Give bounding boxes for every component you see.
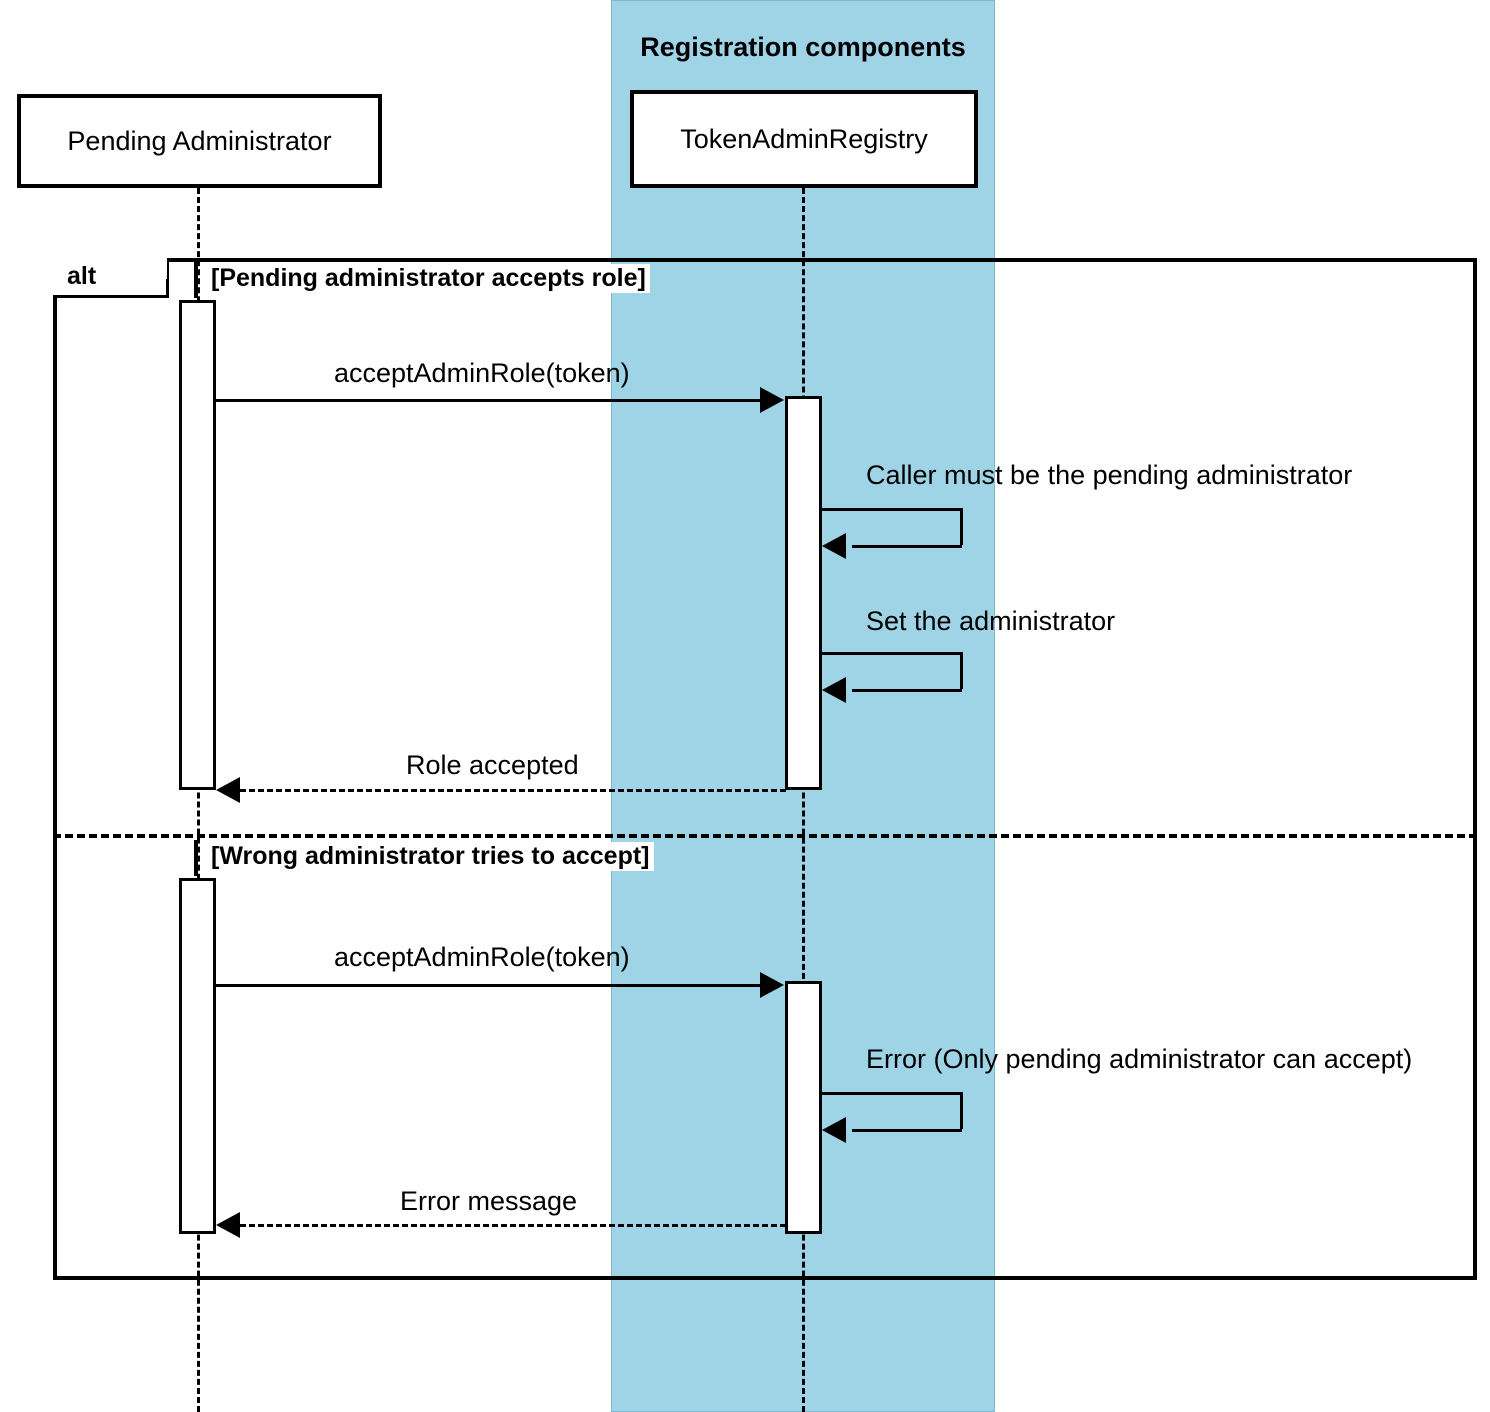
self-message-bottom-error-check: [852, 1129, 962, 1132]
message-label-caller-must-be-pending-admin: Caller must be the pending administrator: [866, 460, 1353, 490]
alt-section-divider: [53, 834, 1477, 838]
self-message-right-set-administrator: [960, 652, 963, 689]
self-message-right-caller-check: [960, 508, 963, 545]
message-arrowhead-error-message: [216, 1212, 240, 1238]
message-label-role-accepted: Role accepted: [406, 750, 579, 780]
message-arrowhead-role-accepted: [216, 777, 240, 803]
activation-token-admin-registry-2: [785, 981, 822, 1234]
activation-token-admin-registry-1: [785, 396, 822, 790]
self-message-right-error-check: [960, 1092, 963, 1129]
combined-fragment-alt-operator: alt: [53, 258, 169, 298]
message-label-accept-admin-role-1: acceptAdminRole(token): [334, 358, 630, 388]
self-message-bottom-caller-check: [852, 545, 962, 548]
activation-pending-administrator-1: [179, 300, 216, 790]
self-message-top-set-administrator: [822, 652, 962, 655]
message-label-error-only-pending-admin: Error (Only pending administrator can accept): [866, 1044, 1413, 1074]
message-label-accept-admin-role-2: acceptAdminRole(token): [334, 942, 630, 972]
message-line-error-message: [240, 1224, 786, 1227]
message-line-role-accepted: [240, 789, 786, 792]
participant-token-admin-registry-label: TokenAdminRegistry: [680, 123, 928, 154]
guard-section-2: [Wrong administrator tries to accept]: [207, 842, 654, 871]
message-line-accept-admin-role-1: [216, 399, 762, 402]
message-label-error-message: Error message: [400, 1186, 578, 1216]
message-label-set-the-administrator: Set the administrator: [866, 606, 1116, 636]
self-message-arrowhead-caller-check: [822, 533, 846, 559]
self-message-top-caller-check: [822, 508, 962, 511]
guard-bar-section-1: [194, 262, 198, 298]
participant-pending-administrator[interactable]: [17, 94, 382, 188]
message-line-accept-admin-role-2: [216, 984, 762, 987]
guard-bar-section-2: [194, 840, 198, 876]
self-message-bottom-set-administrator: [852, 689, 962, 692]
self-message-arrowhead-error-check: [822, 1117, 846, 1143]
activation-pending-administrator-2: [179, 878, 216, 1234]
message-arrowhead-accept-admin-role-2: [760, 972, 784, 998]
message-arrowhead-accept-admin-role-1: [760, 387, 784, 413]
self-message-top-error-check: [822, 1092, 962, 1095]
participant-pending-administrator-label: Pending Administrator: [67, 125, 332, 156]
group-registration-components-label: Registration components: [640, 32, 966, 62]
guard-section-1: [Pending administrator accepts role]: [207, 264, 650, 293]
participant-token-admin-registry[interactable]: [630, 90, 978, 188]
self-message-arrowhead-set-administrator: [822, 677, 846, 703]
